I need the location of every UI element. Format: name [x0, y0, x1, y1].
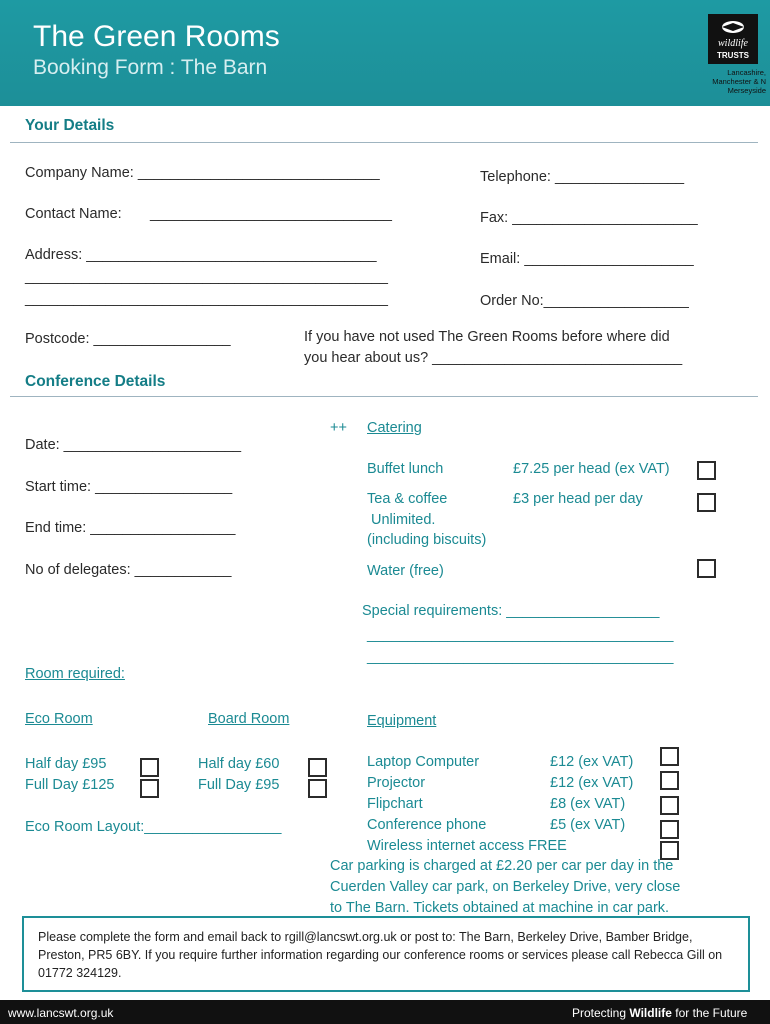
- divider: [10, 396, 758, 397]
- buffet-lunch-label: Buffet lunch: [367, 461, 444, 477]
- tagline-bold: Wildlife: [629, 1006, 672, 1020]
- eco-half-day-label: Half day £95: [25, 756, 107, 772]
- water-checkbox[interactable]: [697, 559, 716, 578]
- parking-note-1: Car parking is charged at £2.20 per car per day in the: [330, 858, 674, 874]
- equipment-item-wireless: Wireless internet access FREE: [367, 838, 567, 854]
- eco-full-day-label: Full Day £125: [25, 777, 115, 793]
- delegates-field[interactable]: No of delegates: ____________: [25, 562, 232, 578]
- eco-half-day-checkbox[interactable]: [140, 758, 159, 777]
- company-name-field[interactable]: Company Name: ______________________________: [25, 165, 380, 181]
- start-time-field[interactable]: Start time: _________________: [25, 479, 233, 495]
- equipment-item-laptop: Laptop Computer: [367, 754, 480, 770]
- telephone-field[interactable]: Telephone: ________________: [480, 169, 685, 185]
- heard-about-field[interactable]: you hear about us? _______________________________: [304, 350, 683, 366]
- catering-heading: Catering: [367, 420, 422, 436]
- board-full-day-checkbox[interactable]: [308, 779, 327, 798]
- board-half-day-checkbox[interactable]: [308, 758, 327, 777]
- tea-coffee-checkbox[interactable]: [697, 493, 716, 512]
- special-requirements-line-2[interactable]: ______________________________________: [367, 627, 674, 643]
- equipment-price-flipchart: £8 (ex VAT): [550, 796, 626, 812]
- tagline-post: for the Future: [671, 1006, 748, 1020]
- flipchart-checkbox[interactable]: [660, 796, 679, 815]
- board-half-day-label: Half day £60: [198, 756, 280, 772]
- equipment-item-flipchart: Flipchart: [367, 796, 423, 812]
- tea-coffee-label: Tea & coffee: [367, 491, 448, 507]
- submission-note-box: [22, 916, 750, 992]
- divider: [10, 142, 758, 143]
- board-full-day-label: Full Day £95: [198, 777, 280, 793]
- heard-about-text: If you have not used The Green Rooms before where did: [304, 329, 670, 345]
- equipment-item-projector: Projector: [367, 775, 426, 791]
- special-requirements-line-3[interactable]: ______________________________________: [367, 649, 674, 665]
- header-banner: [0, 0, 770, 106]
- email-field[interactable]: Email: _____________________: [480, 251, 694, 267]
- tea-coffee-price: £3 per head per day: [513, 491, 643, 507]
- special-requirements-field[interactable]: Special requirements: ___________________: [362, 603, 660, 619]
- page-title: The Green Rooms: [33, 20, 280, 53]
- wildlife-trusts-logo: [708, 14, 758, 64]
- svg-text:TRUSTS: TRUSTS: [717, 51, 749, 60]
- parking-note-3: to The Barn. Tickets obtained at machine in car park.: [330, 900, 670, 916]
- postcode-field[interactable]: Postcode: _________________: [25, 331, 231, 347]
- water-label: Water (free): [367, 563, 444, 579]
- end-time-field[interactable]: End time: __________________: [25, 520, 236, 536]
- website-link[interactable]: www.lancswt.org.uk: [8, 1006, 114, 1020]
- contact-name-field[interactable]: ______________________________: [150, 206, 392, 222]
- projector-checkbox[interactable]: [660, 771, 679, 790]
- page-subtitle: Booking Form : The Barn: [33, 56, 268, 79]
- eco-room-layout-field[interactable]: Eco Room Layout:_________________: [25, 819, 282, 835]
- footer-bar: [0, 1000, 770, 1024]
- badger-icon: [708, 14, 758, 64]
- eco-room-heading: Eco Room: [25, 711, 93, 727]
- contact-name-label: Contact Name:: [25, 206, 122, 222]
- conference-details-heading: Conference Details: [25, 373, 166, 390]
- buffet-lunch-checkbox[interactable]: [697, 461, 716, 480]
- equipment-heading: Equipment: [367, 713, 437, 729]
- submission-note: Please complete the form and email back to rgill@lancswt.org.uk or post to: The Barn, Berkeley Drive, Bamber Bridge, Preston, PR5 6BY. If you require further information regarding our conference rooms or services please call Rebecca Gill on 01772 324129.: [38, 930, 723, 980]
- order-number-field[interactable]: Order No:__________________: [480, 293, 689, 309]
- buffet-lunch-price: £7.25 per head (ex VAT): [513, 461, 670, 477]
- equipment-price-phone: £5 (ex VAT): [550, 817, 626, 833]
- tea-coffee-note-1: Unlimited.: [371, 512, 436, 528]
- logo-caption: Lancashire, Manchester & N Merseyside: [712, 68, 766, 95]
- fax-field[interactable]: Fax: _______________________: [480, 210, 698, 226]
- room-required-heading: Room required:: [25, 666, 125, 682]
- tea-coffee-note-2: (including biscuits): [367, 532, 487, 548]
- address-field[interactable]: Address: ____________________________________: [25, 247, 377, 263]
- parking-note-2: Cuerden Valley car park, on Berkeley Drive, very close: [330, 879, 681, 895]
- equipment-price-laptop: £12 (ex VAT): [550, 754, 634, 770]
- your-details-heading: Your Details: [25, 117, 115, 134]
- tagline-pre: Protecting: [572, 1006, 630, 1020]
- equipment-item-phone: Conference phone: [367, 817, 487, 833]
- eco-full-day-checkbox[interactable]: [140, 779, 159, 798]
- svg-text:wildlife: wildlife: [718, 38, 748, 49]
- footer-tagline: [572, 1006, 747, 1020]
- board-room-heading: Board Room: [208, 711, 290, 727]
- equipment-price-projector: £12 (ex VAT): [550, 775, 634, 791]
- catering-marker: ++: [330, 420, 347, 436]
- laptop-checkbox[interactable]: [660, 747, 679, 766]
- phone-checkbox[interactable]: [660, 820, 679, 839]
- date-field[interactable]: Date: ______________________: [25, 437, 242, 453]
- address-line-2[interactable]: _____________________________________________: [25, 269, 388, 285]
- address-line-3[interactable]: _____________________________________________: [25, 291, 388, 307]
